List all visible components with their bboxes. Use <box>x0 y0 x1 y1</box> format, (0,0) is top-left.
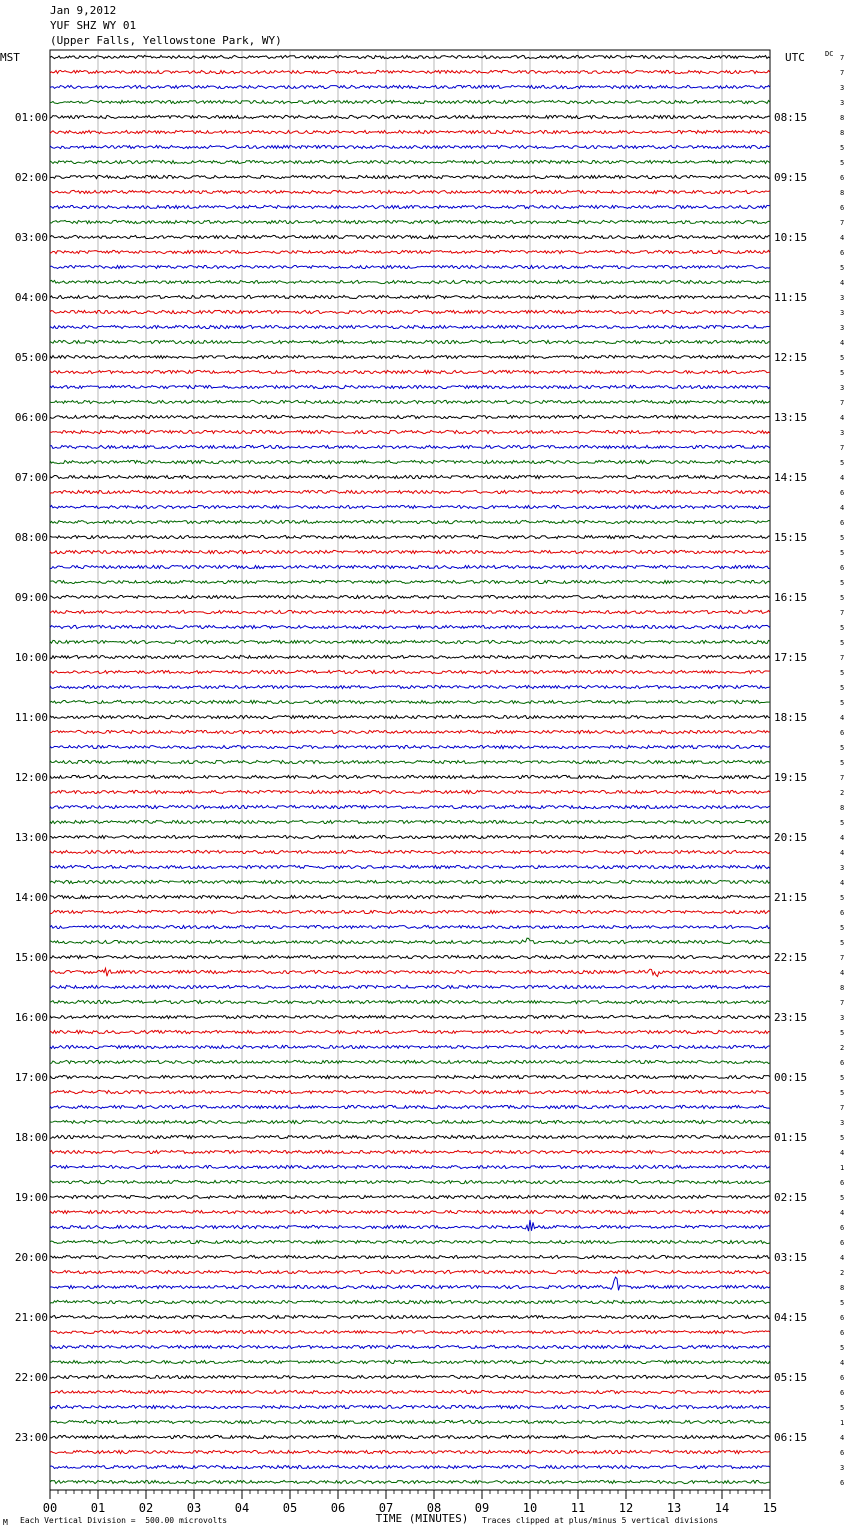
trace-87 <box>50 1360 770 1363</box>
trace-40 <box>50 655 770 658</box>
x-tick-label: 02 <box>138 1501 154 1515</box>
trace-63 <box>50 1000 770 1003</box>
dc-offset-label: 5 <box>840 1299 845 1307</box>
utc-hour-label: 23:15 <box>774 1011 808 1024</box>
dc-offset-label: 8 <box>840 129 845 137</box>
dc-offset-label: 5 <box>840 699 845 707</box>
utc-hour-label: 19:15 <box>774 771 808 784</box>
trace-5 <box>50 130 770 133</box>
mst-hour-label: 05:00 <box>14 351 48 364</box>
x-tick-label: 06 <box>330 1501 346 1515</box>
dc-offset-label: 7 <box>840 219 845 227</box>
dc-offset-label: 5 <box>840 1134 845 1142</box>
dc-offset-label: 4 <box>840 1149 845 1157</box>
dc-offset-label: 2 <box>840 1044 845 1052</box>
trace-35 <box>50 580 770 583</box>
trace-43 <box>50 700 770 703</box>
mst-hour-label: 21:00 <box>14 1311 48 1324</box>
dc-offset-label: 4 <box>840 504 845 512</box>
trace-42 <box>50 685 770 688</box>
utc-hour-label: 00:15 <box>774 1071 808 1084</box>
corner-mark: M <box>3 1518 8 1527</box>
trace-57 <box>50 910 770 913</box>
dc-offset-label: 4 <box>840 1209 845 1217</box>
trace-78 <box>50 1220 770 1231</box>
trace-51 <box>50 820 770 823</box>
dc-offset-label: 5 <box>840 639 845 647</box>
trace-46 <box>50 745 770 748</box>
mst-hour-label: 12:00 <box>14 771 48 784</box>
dc-offset-label: 6 <box>840 729 845 737</box>
utc-hour-label: 10:15 <box>774 231 808 244</box>
trace-75 <box>50 1180 770 1183</box>
trace-33 <box>50 550 770 553</box>
dc-offset-label: 5 <box>840 1029 845 1037</box>
trace-60 <box>50 955 770 958</box>
trace-31 <box>50 520 770 523</box>
dc-offset-label: 3 <box>840 1464 845 1472</box>
trace-32 <box>50 535 770 538</box>
mst-hour-label: 04:00 <box>14 291 48 304</box>
dc-offset-label: 6 <box>840 174 845 182</box>
dc-offset-label: 5 <box>840 684 845 692</box>
trace-34 <box>50 565 770 568</box>
dc-offset-label: 8 <box>840 189 845 197</box>
dc-offset-label: 5 <box>840 1089 845 1097</box>
trace-26 <box>50 445 770 448</box>
dc-offset-label: 5 <box>840 939 845 947</box>
dc-offset-label: 4 <box>840 1359 845 1367</box>
x-tick-label: 13 <box>666 1501 682 1515</box>
trace-68 <box>50 1075 770 1078</box>
trace-36 <box>50 595 770 598</box>
dc-offset-label: 3 <box>840 864 845 872</box>
x-axis-title: TIME (MINUTES) <box>375 1512 469 1525</box>
mst-axis-label: MST <box>0 51 20 64</box>
dc-offset-label: 5 <box>840 144 845 152</box>
dc-offset-label: 6 <box>840 1239 845 1247</box>
dc-offset-label: 6 <box>840 1449 845 1457</box>
seismic-traces <box>50 55 770 1483</box>
dc-offset-label: 5 <box>840 369 845 377</box>
dc-offset-label: 3 <box>840 294 845 302</box>
trace-29 <box>50 490 770 493</box>
trace-6 <box>50 145 770 148</box>
scale-note: Each Vertical Division = 500.00 microvolts <box>20 1516 228 1525</box>
trace-82 <box>50 1277 770 1290</box>
mst-hour-label: 16:00 <box>14 1011 48 1024</box>
utc-hour-label: 04:15 <box>774 1311 808 1324</box>
dc-offset-label: 5 <box>840 894 845 902</box>
dc-offset-label: 6 <box>840 1179 845 1187</box>
trace-95 <box>50 1480 770 1483</box>
trace-89 <box>50 1390 770 1393</box>
dc-offset-label: 7 <box>840 609 845 617</box>
trace-38 <box>50 625 770 628</box>
trace-27 <box>50 460 770 463</box>
trace-64 <box>50 1015 770 1018</box>
mst-hour-label: 13:00 <box>14 831 48 844</box>
trace-37 <box>50 610 770 613</box>
utc-hour-label: 17:15 <box>774 651 808 664</box>
x-tick-label: 07 <box>378 1501 394 1515</box>
utc-hour-label: 11:15 <box>774 291 808 304</box>
x-tick-label: 11 <box>570 1501 586 1515</box>
x-tick-label: 05 <box>282 1501 298 1515</box>
dc-offset-label: 4 <box>840 714 845 722</box>
trace-14 <box>50 265 770 268</box>
dc-offset-label: 4 <box>840 339 845 347</box>
mst-hour-label: 10:00 <box>14 651 48 664</box>
trace-1 <box>50 70 770 73</box>
utc-hour-label: 16:15 <box>774 591 808 604</box>
utc-axis-label: UTC <box>785 51 805 64</box>
trace-77 <box>50 1210 770 1213</box>
dc-offset-label: 6 <box>840 249 845 257</box>
axis-labels <box>0 50 844 1525</box>
utc-hour-label: 15:15 <box>774 531 808 544</box>
dc-offset-label: 6 <box>840 1374 845 1382</box>
dc-offset-label: 7 <box>840 654 845 662</box>
dc-offset-label: 4 <box>840 834 845 842</box>
dc-offset-label: 3 <box>840 1119 845 1127</box>
trace-39 <box>50 640 770 643</box>
trace-53 <box>50 850 770 853</box>
trace-91 <box>50 1420 770 1423</box>
dc-offset-label: 3 <box>840 1014 845 1022</box>
dc-offset-label: 6 <box>840 1314 845 1322</box>
mst-hour-label: 22:00 <box>14 1371 48 1384</box>
dc-offset-label: 5 <box>840 744 845 752</box>
x-tick-label: 14 <box>714 1501 730 1515</box>
x-tick-label: 15 <box>762 1501 778 1515</box>
trace-10 <box>50 205 770 208</box>
utc-hour-label: 09:15 <box>774 171 808 184</box>
dc-offset-label: 5 <box>840 1074 845 1082</box>
trace-23 <box>50 400 770 403</box>
dc-offset-label: 5 <box>840 549 845 557</box>
dc-offset-label: 5 <box>840 159 845 167</box>
utc-hour-label: 08:15 <box>774 111 808 124</box>
utc-hour-label: 13:15 <box>774 411 808 424</box>
dc-offset-label: 5 <box>840 1404 845 1412</box>
trace-65 <box>50 1030 770 1033</box>
trace-81 <box>50 1270 770 1273</box>
dc-offset-label: 6 <box>840 1329 845 1337</box>
dc-offset-label: 7 <box>840 1104 845 1112</box>
dc-offset-label: 5 <box>840 594 845 602</box>
trace-58 <box>50 925 770 928</box>
trace-86 <box>50 1345 770 1348</box>
trace-3 <box>50 100 770 103</box>
trace-47 <box>50 760 770 763</box>
trace-41 <box>50 670 770 673</box>
trace-61 <box>50 968 770 976</box>
mst-hour-label: 02:00 <box>14 171 48 184</box>
trace-83 <box>50 1300 770 1303</box>
trace-2 <box>50 85 770 88</box>
dc-offset-label: 7 <box>840 54 845 62</box>
dc-offset-label: 6 <box>840 204 845 212</box>
dc-offset-label: 4 <box>840 1434 845 1442</box>
x-tick-label: 08 <box>426 1501 442 1515</box>
trace-15 <box>50 280 770 283</box>
dc-offset-label: 5 <box>840 354 845 362</box>
trace-67 <box>50 1060 770 1063</box>
dc-offset-label: 5 <box>840 669 845 677</box>
dc-offset-label: 6 <box>840 1059 845 1067</box>
dc-offset-label: 5 <box>840 1344 845 1352</box>
utc-hour-label: 03:15 <box>774 1251 808 1264</box>
utc-hour-label: 21:15 <box>774 891 808 904</box>
header-location: (Upper Falls, Yellowstone Park, WY) <box>50 34 282 47</box>
utc-hour-label: 14:15 <box>774 471 808 484</box>
mst-hour-label: 06:00 <box>14 411 48 424</box>
trace-24 <box>50 415 770 418</box>
x-tick-label: 03 <box>186 1501 202 1515</box>
trace-0 <box>50 55 770 58</box>
trace-62 <box>50 985 770 988</box>
trace-18 <box>50 325 770 328</box>
trace-92 <box>50 1435 770 1438</box>
trace-84 <box>50 1315 770 1318</box>
trace-66 <box>50 1045 770 1048</box>
trace-80 <box>50 1255 770 1258</box>
dc-offset-label: 6 <box>840 1389 845 1397</box>
trace-90 <box>50 1405 770 1408</box>
header-station: YUF SHZ WY 01 <box>50 19 137 32</box>
dc-offset-label: 5 <box>840 624 845 632</box>
x-tick-label: 04 <box>234 1501 250 1515</box>
dc-offset-label: 3 <box>840 99 845 107</box>
dc-offset-label: 2 <box>840 789 845 797</box>
dc-offset-label: 8 <box>840 984 845 992</box>
mst-hour-label: 09:00 <box>14 591 48 604</box>
trace-88 <box>50 1375 770 1378</box>
trace-72 <box>50 1135 770 1138</box>
trace-44 <box>50 715 770 718</box>
dc-offset-label: 8 <box>840 804 845 812</box>
x-tick-label: 10 <box>522 1501 538 1515</box>
utc-hour-label: 18:15 <box>774 711 808 724</box>
trace-54 <box>50 865 770 868</box>
x-tick-label: 09 <box>474 1501 490 1515</box>
dc-offset-label: 5 <box>840 759 845 767</box>
trace-52 <box>50 835 770 838</box>
dc-offset-label: 4 <box>840 849 845 857</box>
dc-offset-label: 7 <box>840 399 845 407</box>
mst-hour-label: 03:00 <box>14 231 48 244</box>
dc-offset-label: 5 <box>840 264 845 272</box>
dc-offset-label: 4 <box>840 279 845 287</box>
mst-hour-label: 19:00 <box>14 1191 48 1204</box>
dc-offset-label: 4 <box>840 879 845 887</box>
dc-offset-label: 3 <box>840 309 845 317</box>
trace-7 <box>50 160 770 163</box>
mst-hour-label: 17:00 <box>14 1071 48 1084</box>
mst-hour-label: 08:00 <box>14 531 48 544</box>
trace-71 <box>50 1120 770 1123</box>
dc-offset-label: 6 <box>840 564 845 572</box>
dc-offset-label: 6 <box>840 1224 845 1232</box>
trace-12 <box>50 235 770 238</box>
dc-offset-label: 6 <box>840 519 845 527</box>
mst-hour-label: 01:00 <box>14 111 48 124</box>
trace-56 <box>50 895 770 898</box>
trace-76 <box>50 1195 770 1198</box>
dc-offset-label: 2 <box>840 1269 845 1277</box>
dc-offset-label: 4 <box>840 1254 845 1262</box>
dc-offset-label: 5 <box>840 924 845 932</box>
utc-hour-label: 02:15 <box>774 1191 808 1204</box>
trace-85 <box>50 1330 770 1333</box>
dc-offset-label: 6 <box>840 909 845 917</box>
dc-offset-label: 8 <box>840 114 845 122</box>
x-tick-label: 12 <box>618 1501 634 1515</box>
trace-28 <box>50 475 770 478</box>
utc-hour-label: 12:15 <box>774 351 808 364</box>
dc-offset-label: 3 <box>840 324 845 332</box>
trace-70 <box>50 1105 770 1108</box>
dc-offset-label: 7 <box>840 444 845 452</box>
dc-offset-label: 1 <box>840 1419 845 1427</box>
trace-21 <box>50 370 770 373</box>
trace-69 <box>50 1090 770 1093</box>
dc-offset-label: 4 <box>840 414 845 422</box>
mst-hour-label: 23:00 <box>14 1431 48 1444</box>
trace-49 <box>50 790 770 793</box>
clip-note: Traces clipped at plus/minus 5 vertical divisions <box>482 1516 719 1525</box>
x-tick-label: 00 <box>42 1501 58 1515</box>
trace-19 <box>50 340 770 343</box>
dc-offset-label: 4 <box>840 234 845 242</box>
dc-offset-label: 7 <box>840 954 845 962</box>
mst-hour-label: 20:00 <box>14 1251 48 1264</box>
trace-55 <box>50 880 770 883</box>
trace-25 <box>50 430 770 433</box>
trace-73 <box>50 1150 770 1153</box>
utc-hour-label: 06:15 <box>774 1431 808 1444</box>
mst-hour-label: 07:00 <box>14 471 48 484</box>
trace-11 <box>50 220 770 223</box>
trace-16 <box>50 295 770 298</box>
dc-offset-label: 4 <box>840 969 845 977</box>
dc-offset-label: 5 <box>840 459 845 467</box>
trace-4 <box>50 115 770 118</box>
dc-offset-label: 7 <box>840 774 845 782</box>
dc-offset-label: 5 <box>840 579 845 587</box>
trace-13 <box>50 250 770 253</box>
trace-8 <box>50 175 770 178</box>
header-date: Jan 9,2012 <box>50 4 117 17</box>
x-tick-label: 01 <box>90 1501 106 1515</box>
dc-offset-label: 8 <box>840 1284 845 1292</box>
mst-hour-label: 15:00 <box>14 951 48 964</box>
trace-59 <box>50 938 770 943</box>
trace-74 <box>50 1165 770 1168</box>
trace-50 <box>50 805 770 808</box>
dc-offset-label: 1 <box>840 1164 845 1172</box>
trace-79 <box>50 1240 770 1243</box>
trace-17 <box>50 310 770 313</box>
dc-offset-label: 5 <box>840 534 845 542</box>
dc-offset-label: 6 <box>840 489 845 497</box>
dc-label: DC <box>825 50 834 58</box>
trace-9 <box>50 190 770 193</box>
trace-45 <box>50 730 770 733</box>
trace-30 <box>50 505 770 508</box>
trace-22 <box>50 385 770 388</box>
dc-offset-label: 4 <box>840 474 845 482</box>
utc-hour-label: 01:15 <box>774 1131 808 1144</box>
mst-hour-label: 11:00 <box>14 711 48 724</box>
dc-offset-label: 5 <box>840 819 845 827</box>
dc-offset-label: 7 <box>840 69 845 77</box>
utc-hour-label: 05:15 <box>774 1371 808 1384</box>
dc-offset-label: 3 <box>840 84 845 92</box>
dc-offset-label: 7 <box>840 999 845 1007</box>
dc-offset-label: 3 <box>840 429 845 437</box>
dc-offset-label: 6 <box>840 1479 845 1487</box>
dc-offset-label: 3 <box>840 384 845 392</box>
trace-94 <box>50 1465 770 1468</box>
trace-93 <box>50 1450 770 1453</box>
utc-hour-label: 22:15 <box>774 951 808 964</box>
mst-hour-label: 14:00 <box>14 891 48 904</box>
trace-48 <box>50 775 770 778</box>
mst-hour-label: 18:00 <box>14 1131 48 1144</box>
utc-hour-label: 20:15 <box>774 831 808 844</box>
trace-20 <box>50 355 770 358</box>
dc-offset-label: 5 <box>840 1194 845 1202</box>
